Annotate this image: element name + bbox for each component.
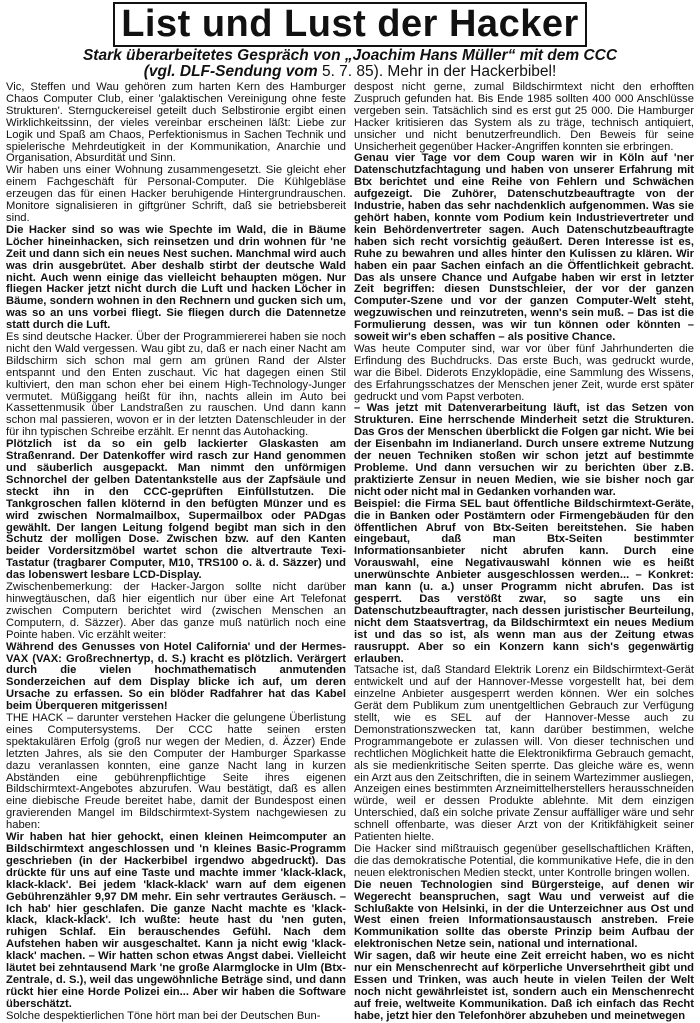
article-body <box>6 82 694 1023</box>
paragraph: THE HACK – darunter verstehen Hacker die gelungene Überlistung eines Computersystems. Der CCC hatte seinen ersten spektakulären Erfolg (groß nur wegen der Medien, d. Äzzer) Ende letzten Jahres, als sie den Computer der Hamburger Sparkasse dazu veranlassen konnten, eine ganze Nacht lang in kurzen Abständen eine gebührenpflichtige Seite ihres eigenen Bildschirmtext-Angebotes abzurufen. Wau bestätigt, daß es allen eine diebische Freude bereitet habe, damit der Bundespost einen gravierenden Mangel im Bildschirmtext-System nachgewiesen zu haben: <box>6 712 346 832</box>
paragraph: Während des Genusses von Hotel California' und der Hermes-VAX (VAX: Großrechnertyp, d. S.) kracht es plötzlich. Verärgert durch die vielen hochmathematisch anmutenden Sonderzeichen auf dem Display blicke ich auf, um deren Ursache zu erfassen. So ein blöder Radfahrer hat das Kabel beim Überqueren mitgerissen! <box>6 640 346 713</box>
title-box <box>113 2 587 47</box>
paragraph: despost nicht gerne, zumal Bildschirmtext nicht den erhofften Zuspruch gefunden hat. Bis Ende 1985 sollten 400 000 Anschlüsse vergeben sein. Tatsächlich sind es erst gut 25 000. Die Hamburger Hacker kritisieren das System als zu träge, technisch antiquiert, unsicher und nicht benutzerfreundlich. Den Beweis für seine Unsicherheit gegenüber Hacker-Angriffen konnten sie erbringen. <box>354 81 694 153</box>
article-subtitle: Stark überarbeitetes Gespräch von „Joachim Hans Müller“ mit dem CCC <box>82 47 618 64</box>
subtitle-reference: (vgl. DLF-Sendung vom <box>143 63 318 80</box>
paragraph: Was heute Computer sind, war vor über fünf Jahrhunderten die Erfindung des Buchdrucks. Das erste Buch, was gedruckt wurde, war die Bibel. Diderots Enzyklopädie, eine Sammlung des Wissens, des Erfahrungsschatzes der Menschen jener Zeit, wurde erst später gedruckt und vom Papst verboten. <box>354 342 694 403</box>
paragraph: Beispiel: die Firma SEL baut öffentliche Bildschirmtext-Geräte, die in Banken oder Postämtern oder Firmengebäuden für den öffentlichen Abruf von Btx-Seiten bereitstehen. Sie haben eingebaut, daß man Btx-Seiten bestimmter Informationsanbieter nicht abrufen kann. Durch eine Vorauswahl, eine Negativauswahl können wie es heißt unerwünschte Anbieter ausgeschlossen werden... – Konkret: man kann (u. a.) unser Programm nicht abrufen. Das ist gesperrt. Das verstößt zwar, so sagte uns ein Datenschutzbeauftragter, nach dessen juristischer Beurteilung, nicht dem Staatsvertrag, da Bildschirmtext ein neues Medium ist und das so ist, als wenn man aus der Zeitung etwas rausruppt. Aber so ein Konzern kann sich's gegenwärtig erlauben. <box>354 497 694 665</box>
article-title: List und Lust der Hacker <box>121 3 579 45</box>
paragraph: Wir haben uns einer Wohnung zusammengesetzt. Sie gleicht eher einem Fachgeschäft für Personal-Computer. Die Kühlgebläse erzeugen das für einen Hacker beruhigende Hintergrundrauschen. Monitore signalisieren in giftgrüner Schrift, daß sie betriebsbereit sind. <box>6 164 346 224</box>
paragraph: Die Hacker sind so was wie Spechte im Wald, die in Bäume Löcher hineinhacken, sich reinsetzen und drin wohnen für 'ne Zeit und dann sich ein neues Nest suchen. Manchmal wird auch was drin ausgebrütet. Aber deshalb stirbt der deutsche Wald nicht. Auch wenn einige das vielleicht behaupten mögen. Nur fliegen Hacker jetzt nicht durch die Luft und hacken Löcher in Bäume, sondern wohnen in den Rechnern und gucken sich um, was so an uns vorbei fliegt. Sie fliegen durch die Datennetze statt durch die Luft. <box>6 223 346 332</box>
paragraph: Tatsache ist, daß Standard Elektrik Lorenz ein Bildschirmtext-Gerät entwickelt und auf der Hannover-Messe vorgestellt hat, bei dem einzelne Anbieter ausgesperrt werden können. Wer ein solches Gerät dem Publikum zum unentgeltlichen Gebrauch zur Verfügung stellt, wie es SEL auf der Hannover-Messe auch zu Demonstrationszwecken tat, kann darüber bestimmen, welche Programmangebote er zulassen will. Von dieser technischen und rechtlichen Möglichkeit hatte die Elektronikfirma Gebrauch gemacht, als sie medienkritische Seiten sperrte. Das gleiche wäre es, wenn ein Arzt aus den Zeitschriften, die in seinem Wartezimmer ausliegen, Anzeigen eines bestimmten Arzneimittelherstellers herausschneiden würde, weil er dessen Produkte ablehnte. Mit dem einzigen Unterschied, daß ein solche private Zensur auffälliger wäre und sehr schnell offenbarte, was dieser Arzt von der Kritikfähigkeit seiner Patienten hielte. <box>354 664 694 844</box>
paragraph: Die Hacker sind mißtrauisch gegenüber gesellschaftlichen Kräften, die das demokratische Potential, die kommunikative Hefe, die in den neuen elektronischen Medien steckt, unter Kontrolle bringen wollen. <box>354 843 694 879</box>
article-subtitle-line2 <box>6 64 694 80</box>
paragraph: Plötzlich ist da so ein gelb lackierter Glaskasten am Straßenrand. Der Datenkoffer wird rasch zur Hand genommen und säuberlich ausgepackt. Man nimmt den unförmigen Schnorchel der gelben Datentankstelle aus der Zapfsäule und steckt ihn in den CCC-geprüften Einfüllstutzen. Die Tankgroschen fallen klöternd in den befügten Münzer und es wird zwischen Normalmailbox, Supermailbox oder PADgas gewählt. Der langen Leitung folgend begibt man sich in den Schutz der molligen Dose. Zwischen bzw. auf den Kanten beider Vordersitzmöbel wartet schon die altvertraute Texi-Tastatur (tragbarer Computer, M10, TRS100 o. ä. d. Säzzer) und das lobenswert lesbare LCD-Display. <box>6 438 346 582</box>
paragraph: Wir haben hat hier gehockt, einen kleinen Heimcomputer an Bildschirmtext angeschlossen und 'n kleines Basic-Programm geschrieben (in der Hackerbibel irgendwo abgedruckt). Das drückte für uns auf eine Taste und machte immer 'klack-klack, klack-klack'. Bei jedem 'klack-klack' warn auf dem eigenen Gebührenzähler 9,97 DM mehr. Ein sehr vertrautes Geräusch. – Ich hab' hier geschlafen. Die ganze Nacht machte es 'klack-klack, klack-klack'. Ich wußte: heute hast du 'nen guten, ruhigen Schlaf. Ein berauschendes Gefühl. Nach dem Aufstehen haben wir ausgeschaltet. Kann ja nicht ewig 'klack-klack' machen. – Wir hatten schon etwas Angst dabei. Vielleicht läutet bei zehntausend Mark 'ne große Alarmglocke in Ulm (Btx-Zentrale, d. S.), weil das ungewöhnliche Beträge sind, und dann rückt hier eine Horde Polizei ein... Aber wir haben die Software überschätzt. <box>6 831 346 1010</box>
paragraph: Solche despektierlichen Töne hört man bei der Deutschen Bun- <box>6 1009 321 1022</box>
paragraph: Zwischenbemerkung: der Hacker-Jargon sollte nicht darüber hinwegtäuschen, daß hier eigentlich nur über eine Art Telefonat zwischen Computern berichtet wird (zwischen Menschen an Computern, d. Säzzer). Aber das ganze muß natürlich noch eine Pointe haben. Vic erzählt weiter: <box>6 581 346 641</box>
right-column <box>354 82 694 1023</box>
subtitle-reference-rest: 5. 7. 85). Mehr in der Hackerbibel! <box>317 63 557 80</box>
paragraph: Es sind deutsche Hacker. Über der Programmiererei haben sie noch nicht den Wald vergessen. Wau gibt zu, daß er nach einer Nacht am Bildschirm sich schon mal gern am grünen Rand der Alster entspannt und den Enten zuschaut. Vic hat dagegen einen Stil kultiviert, den man schon eher bei einem High-Technology-Junger vermutet. Müßiggang heißt für ihn, nachts allein im Auto bei Kassettenmusik über Landstraßen zu rauschen. Und dann kann schon mal passieren, wovon er in der letzten Datenschleuder in der für ihn typischen Schreibe erzählt. Er nennt das Autohacking. <box>6 331 346 439</box>
paragraph: Vic, Steffen und Wau gehören zum harten Kern des Hamburger Chaos Computer Club, einer 'galaktischen Vereinigung ohne feste Strukturen'. Sternguckereisel geteilt duch Selbstironie ergibt einen Wirklichkeitssinn, der vieles vereinbar erscheinen läßt: Liebe zur Logik und Spaß am Chaos, Perfektionismus in Sachen Technik und spielerische Mehrdeutigkeit in der Kommunikation, Anarchie und Organisation, Absurdität und Sinn. <box>6 81 346 165</box>
paragraph: Wir sagen, daß wir heute eine Zeit erreicht haben, wo es nicht nur ein Menschenrecht auf körperliche Unversehrtheit gibt und Essen und Trinken, was auch heute in vielen Teilen der Welt noch nicht gewährleistet ist, sondern auch ein Menschenrecht auf freie, weltweite Kommunikation. Daß ich einfach das Recht habe, jetzt hier den Telefonhörer abzuheben und meinetwegen <box>354 950 694 1022</box>
paragraph: Genau vier Tage vor dem Coup waren wir in Köln auf 'ner Datenschutzfachtagung und haben von unserer Erfahrung mit Btx berichtet und eine Reihe von Fehlern und Schwächen aufgezeigt. Die Zuhörer, Datenschutzbeauftragte von der Industrie, haben das sehr nachdenklich aufgenommen. Was sie gehört haben, konnte vom Podium kein Industrievertreter und kein Behördenvertreter sagen. Auch Datenschutzbeauftragte haben sich recht vorsichtig geäußert. Deren Interesse ist es, Ruhe zu bewahren und alles hinter den Kulissen zu klären. Wir haben ein paar Sachen einfach an die Öffentlichkeit gebracht. Das als unsere Chance und Aufgabe haben wir erst in letzter Zeit begriffen: diesen Dunstschleier, der vor der ganzen Computer-Szene und vor der ganzen Computer-Welt steht, wegzuwischen und reinzutreten, wenn's sein muß. – Das ist die Formulierung dessen, was wir tun können oder könnten – soweit wir's eben schaffen – als positive Chance. <box>354 152 694 344</box>
left-column <box>6 82 346 1023</box>
paragraph: Die neuen Technologien sind Bürgersteige, auf denen wir Wegerecht beanspruchen, sagt Wau und verweist auf die Schlußakte von Helsinki, in der die Unterzeichner aus Ost und West einen freien Informationsaustausch anstreben. Freie Kommunikation sollte das oberste Prinzip beim Aufbau der elektronischen Netze sein, national und international. <box>354 878 694 951</box>
paragraph: – Was jetzt mit Datenverarbeitung läuft, ist das Setzen von Strukturen. Eine herrschende Minderheit setzt die Strukturen. Das Gros der Menschen überblickt die Folgen gar nicht. Wie bei der Eisenbahn im Indianerland. Durch unsere extreme Nutzung der neuen Techniken stoßen wir schon jetzt auf bestimmte Probleme. Und dann versuchen wir zu berichten über z.B. praktizierte Zensur in neuen Medien, wie sie bisher noch gar nicht oder nicht mal in Gedanken vorhanden war. <box>354 402 694 498</box>
